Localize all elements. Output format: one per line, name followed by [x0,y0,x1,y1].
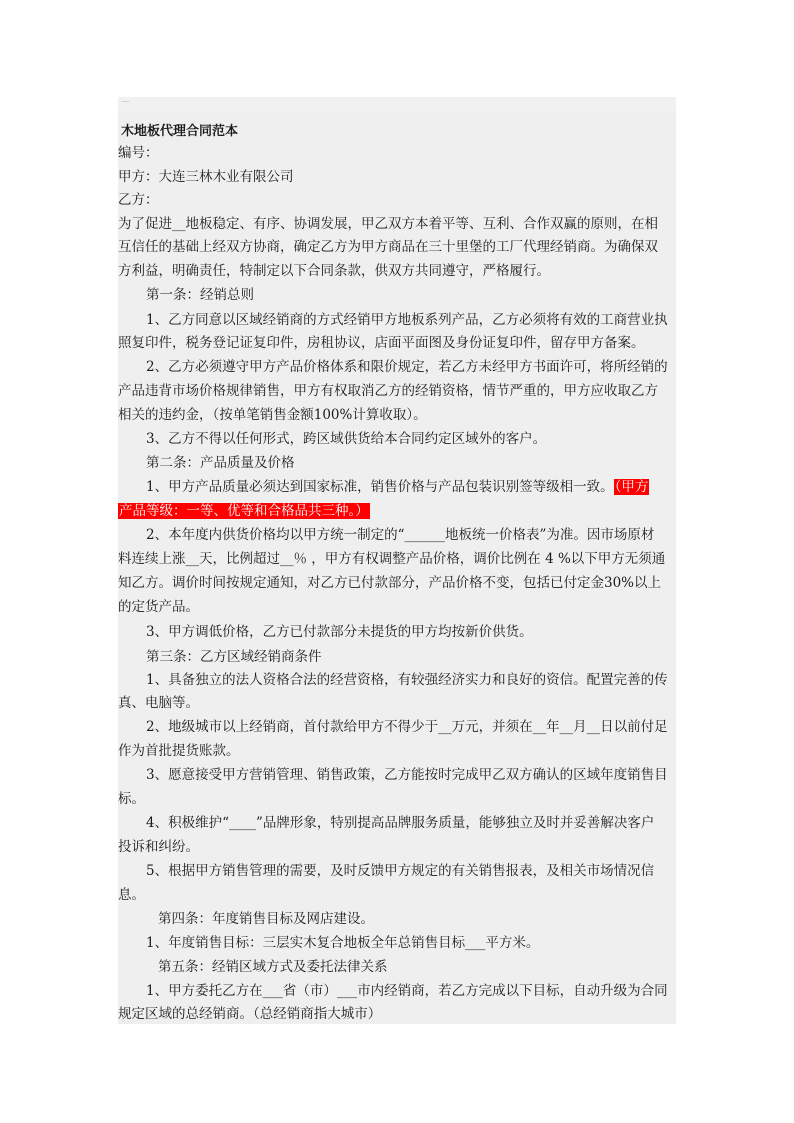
article-2-clause-1-line-2 [118,500,680,524]
article-1-clause-1-line-1: 1、乙方同意以区域经销商的方式经销甲方地板系列产品，乙方必须将有效的工商营业执 [146,312,668,328]
article-3-clause-5-line-2: 息。 [118,887,145,903]
article-3-heading: 第三条：乙方区域经销商条件 [146,649,322,665]
article-1-clause-2-line-3: 相关的违约金，（按单笔销售金额100%计算收取）。 [118,407,427,423]
article-3-clause-2-line-2: 作为首批提货账款。 [118,743,240,759]
article-2-clause-2-line-2: 料连续上涨__天，比例超过__％ ，甲方有权调整产品价格，调价比例在 4 %以下甲方无须通 [118,551,666,567]
page-header-strip [118,97,676,112]
article-3-clause-3-line-1: 3、愿意接受甲方营销管理、销售政策，乙方能按时完成甲乙双方确认的区域年度销售目 [146,767,668,783]
article-3-clause-4-line-2: 投诉和纠纷。 [118,839,199,855]
article-2-heading: 第二条：产品质量及价格 [146,455,295,471]
article-2-clause-2-line-4: 的定货产品。 [118,599,199,615]
article-4-clause-1: 1、年度销售目标：三层实木复合地板全年总销售目标___平方米。 [146,935,540,951]
article-3-clause-4-line-1: 4、积极维护“____”品牌形象，特别提高品牌服务质量，能够独立及时并妥善解决客户 [146,815,655,831]
article-1-clause-2-line-1: 2、乙方必须遵守甲方产品价格体系和限价规定，若乙方未经甲方书面许可，将所经销的 [146,359,668,375]
preamble-line-1: 为了促进__地板稳定、有序、协调发展，甲乙双方本着平等、互利、合作双赢的原则，在相 [118,216,658,232]
highlighted-text-1: （甲方 [614,479,649,495]
party-b-line: 乙方： [118,192,159,208]
article-1-clause-3: 3、乙方不得以任何形式，跨区域供货给本合同约定区域外的客户。 [146,431,547,447]
preamble-line-3: 方利益，明确责任，特制定以下合同条款，供双方共同遵守，严格履行。 [118,263,550,279]
party-a-line: 甲方：大连三林木业有限公司 [118,169,294,185]
article-1-heading: 第一条：经销总则 [146,287,254,303]
article-3-clause-2-line-1: 2、地级城市以上经销商，首付款给甲方不得少于__万元，并须在__年__月__日以前付足 [146,719,668,735]
article-5-clause-1-line-1: 1、甲方委托乙方在___省（市）___市内经销商，若乙方完成以下目标，自动升级为合同 [146,983,668,999]
article-2-clause-2-line-1: 2、本年度内供货价格均以甲方统一制定的“______地板统一价格表”为准。因市场原材 [146,527,655,543]
article-2-clause-1-text: 1、甲方产品质量必须达到国家标准，销售价格与产品包装识别签等级相一致。 [146,479,614,495]
header-mark [121,101,129,108]
article-1-clause-2-line-2: 产品违背市场价格规律销售，甲方有权取消乙方的经销资格，情节严重的，甲方应收取乙方 [118,383,658,399]
contract-number-line: 编号： [118,145,159,161]
document-title: 木地板代理合同范本 [121,124,239,139]
article-2-clause-2-line-3: 知乙方。调价时间按规定通知，对乙方已付款部分，产品价格不变，包括已付定金30%以上 [118,575,662,591]
article-1-clause-1-line-2: 照复印件，税务登记证复印件，房租协议，店面平面图及身份证复印件，留存甲方备案。 [118,335,645,351]
article-5-clause-1-line-2: 规定区域的总经销商。（总经销商指大城市） [118,1006,382,1022]
article-2-clause-1-line-1 [146,476,708,500]
article-4-heading: 第四条：年度销售目标及网店建设。 [158,911,374,927]
highlighted-text-2: 产品等级：一等、优等和合格品共三种。） [119,503,369,519]
article-2-clause-3: 3、甲方调低价格，乙方已付款部分未提货的甲方均按新价供货。 [146,624,533,640]
article-3-clause-5-line-1: 5、根据甲方销售管理的需要，及时反馈甲方规定的有关销售报表，及相关市场情况信 [146,863,655,879]
preamble-line-2: 互信任的基础上经双方协商，确定乙方为甲方商品在三十里堡的工厂代理经销商。为确保双 [118,239,658,255]
article-3-clause-1-line-1: 1、具备独立的法人资格合法的经营资格，有较强经济实力和良好的资信。配置完善的传 [146,672,668,688]
article-3-clause-1-line-2: 真、电脑等。 [118,695,199,711]
article-5-heading: 第五条：经销区域方式及委托法律关系 [158,959,388,975]
article-3-clause-3-line-2: 标。 [118,791,145,807]
